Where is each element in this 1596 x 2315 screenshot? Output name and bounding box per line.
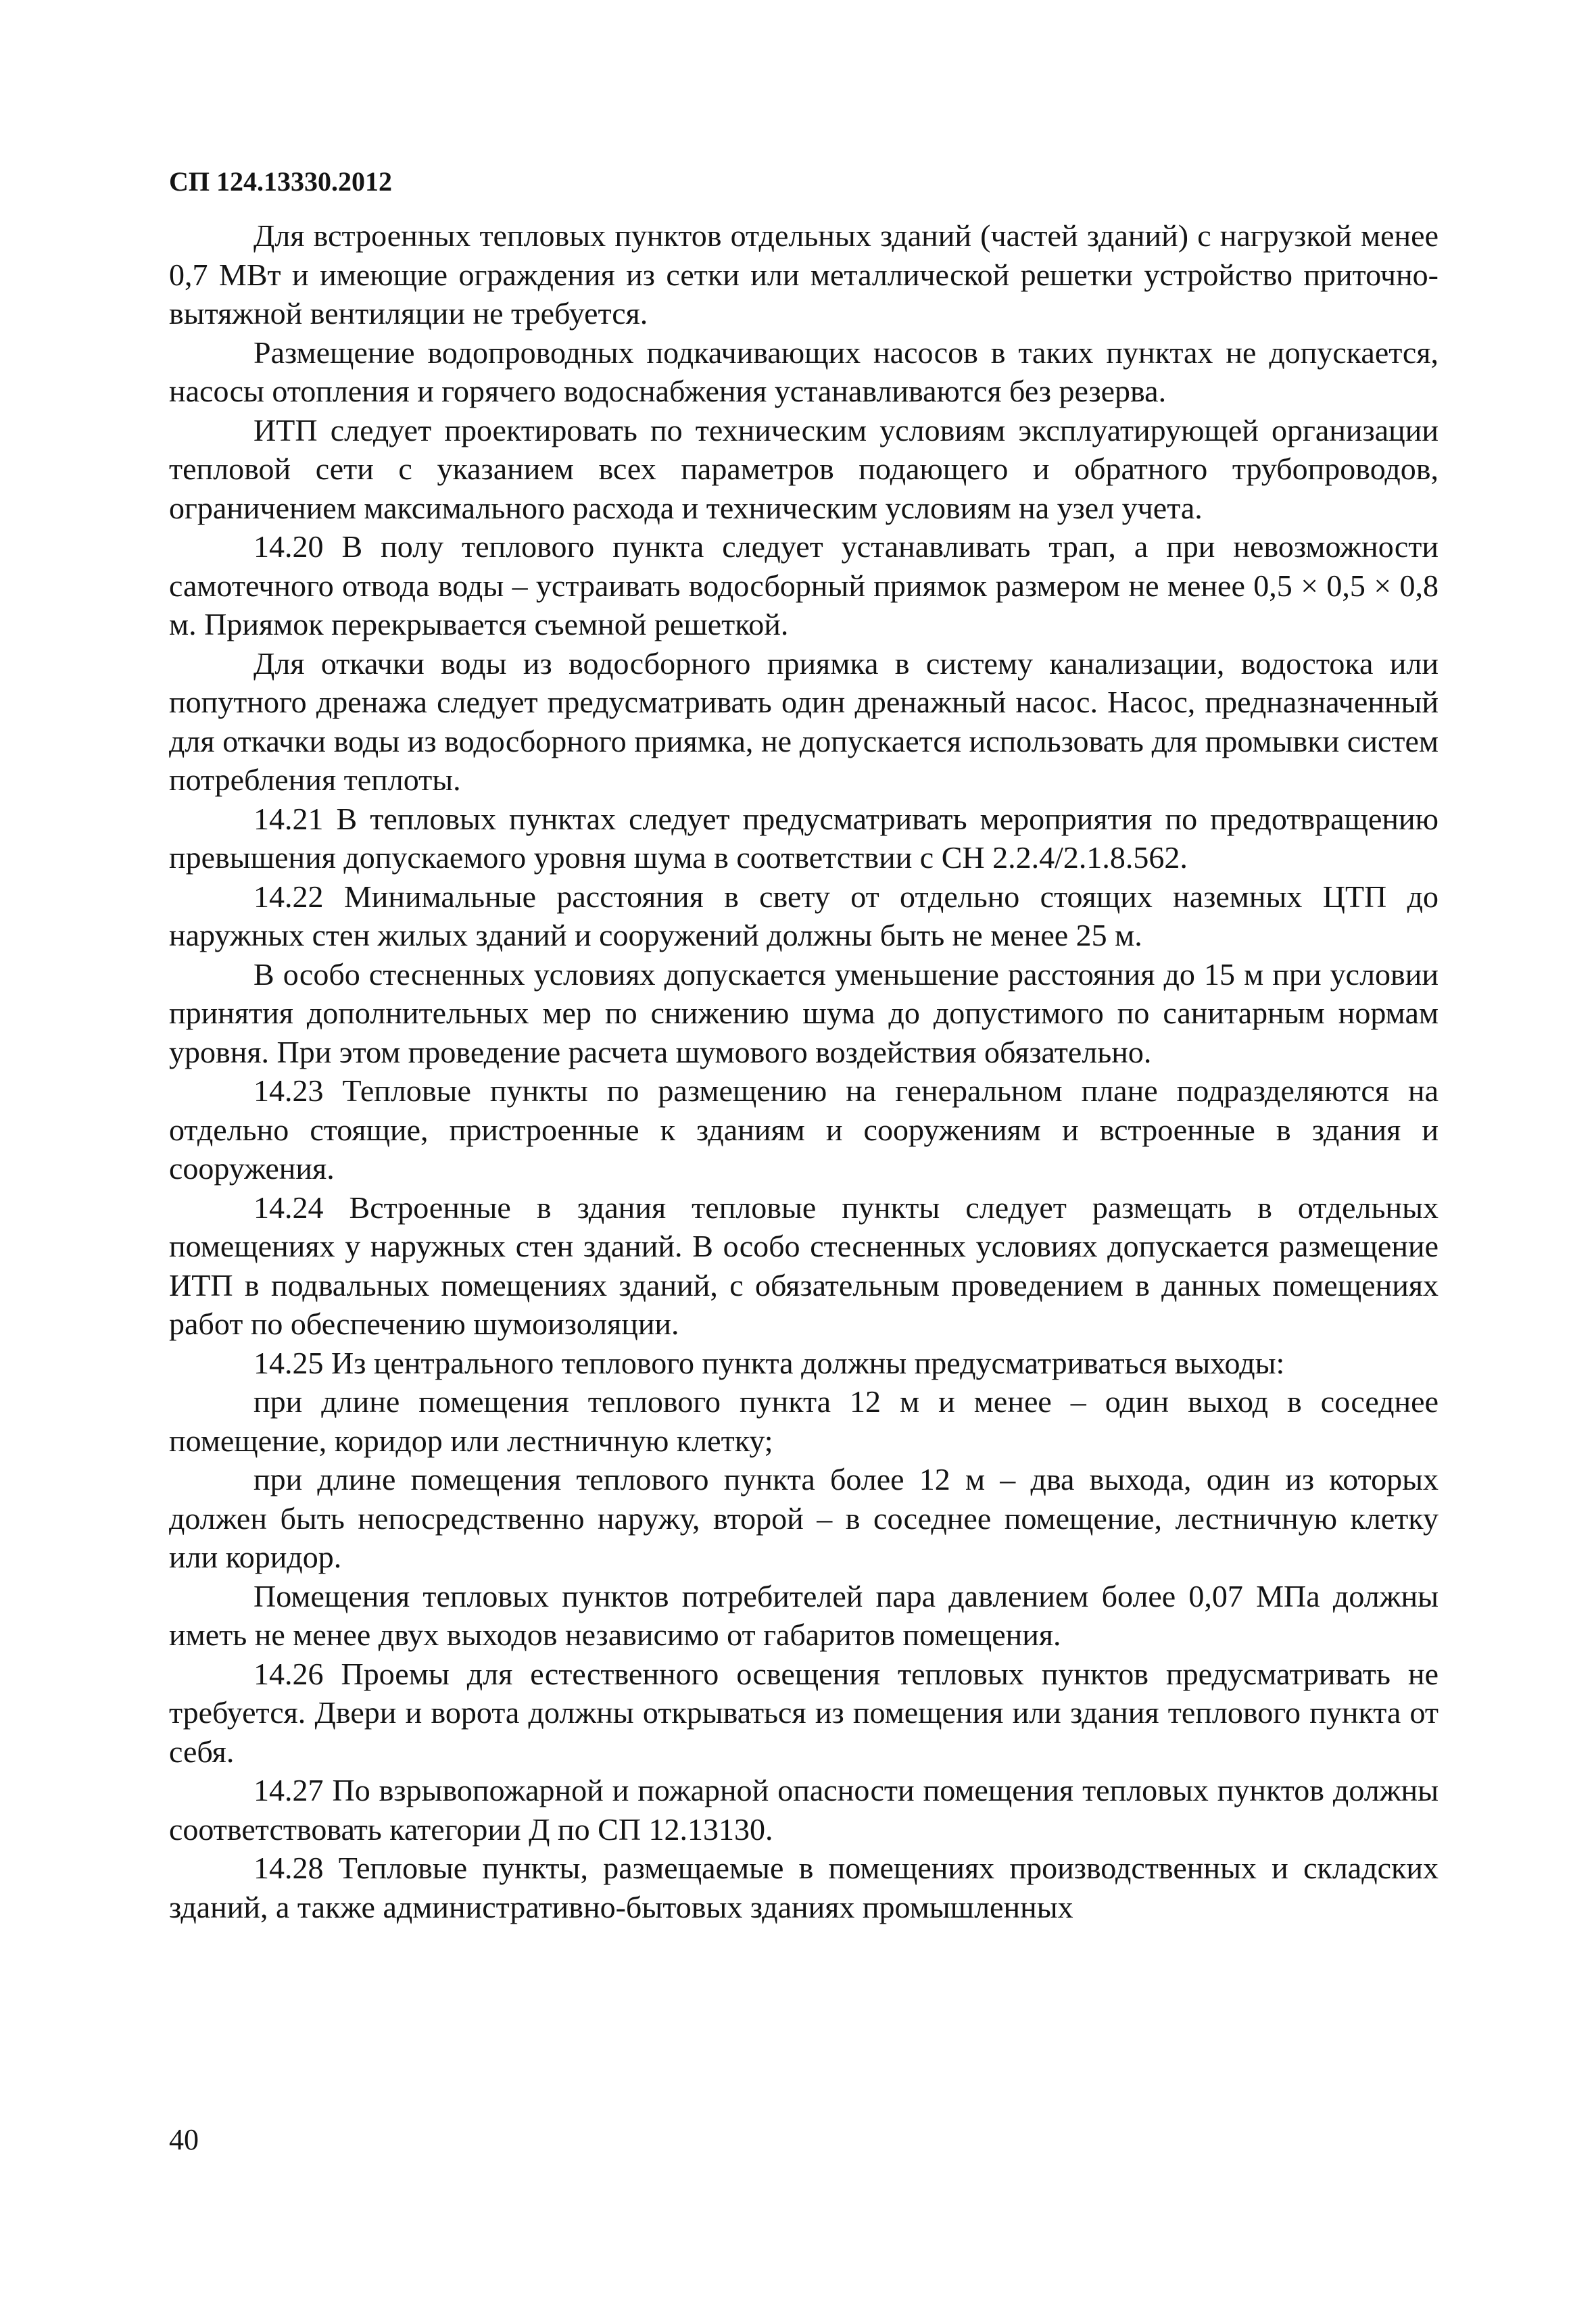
- paragraph-constrained-conditions: В особо стесненных условиях допускается уменьшение расстояния до 15 м при условии принятия дополнительных мер по снижению шума до допустимого по санитарным нормам уровня. При этом проведение расчета шумового воздействия обязательно.: [169, 956, 1438, 1069]
- document-body: [169, 216, 1438, 1926]
- paragraph-itp-design: ИТП следует проектировать по техническим условиям эксплуатирующей организации тепловой сети с указанием всех параметров подающего и обратного трубопроводов, ограничением максимального расхода и техническим условиям на узел учета.: [169, 412, 1438, 525]
- paragraph-exit-short-room: при длине помещения теплового пункта 12 м и менее – один выход в соседнее помещение, коридор или лестничную клетку;: [169, 1384, 1438, 1458]
- paragraph-14-27: 14.27 По взрывопожарной и пожарной опасности помещения тепловых пунктов должны соответствовать категории Д по СП 12.13130.: [169, 1773, 1438, 1847]
- paragraph-14-20: 14.20 В полу теплового пункта следует устанавливать трап, а при невозможности самотечного отвода воды – устраивать водосборный приямок размером не менее 0,5 × 0,5 × 0,8 м. Приямок перекрывается съемной решеткой.: [169, 529, 1438, 641]
- paragraph-ventilation: Для встроенных тепловых пунктов отдельных зданий (частей зданий) с нагрузкой менее 0,7 МВт и имеющие ограждения из сетки или металлической решетки устройство приточно-вытяжной вентиляции не требуется.: [169, 218, 1438, 331]
- paragraph-pumps: Размещение водопроводных подкачивающих насосов в таких пунктах не допускается, насосы отопления и горячего водоснабжения устанавливаются без резерва.: [169, 335, 1438, 408]
- paragraph-14-22: 14.22 Минимальные расстояния в свету от отдельно стоящих наземных ЦТП до наружных стен жилых зданий и сооружений должны быть не менее 25 м.: [169, 879, 1438, 952]
- paragraph-exit-long-room: при длине помещения теплового пункта более 12 м – два выхода, один из которых должен быть непосредственно наружу, второй – в соседнее помещение, лестничную клетку или коридор.: [169, 1462, 1438, 1574]
- paragraph-14-25: 14.25 Из центрального теплового пункта должны предусматриваться выходы:: [253, 1345, 1285, 1380]
- paragraph-steam-consumers: Помещения тепловых пунктов потребителей пара давлением более 0,07 МПа должны иметь не менее двух выходов независимо от габаритов помещения.: [169, 1578, 1438, 1652]
- document-code-header: СП 124.13330.2012: [169, 166, 392, 197]
- paragraph-14-28: 14.28 Тепловые пункты, размещаемые в помещениях производственных и складских зданий, а также административно-бытовых зданиях промышленных: [169, 1851, 1438, 1924]
- paragraph-14-24: 14.24 Встроенные в здания тепловые пункты следует размещать в отдельных помещениях у наружных стен зданий. В особо стесненных условиях допускается размещение ИТП в подвальных помещениях зданий, с обязательным проведением в данных помещениях работ по обеспечению шумоизоляции.: [169, 1190, 1438, 1341]
- paragraph-14-21: 14.21 В тепловых пунктах следует предусматривать мероприятия по предотвращению превышения допускаемого уровня шума в соответствии с СН 2.2.4/2.1.8.562.: [169, 801, 1438, 875]
- paragraph-14-23: 14.23 Тепловые пункты по размещению на генеральном плане подразделяются на отдельно стоящие, пристроенные к зданиям и сооружениям и встроенные в здания и сооружения.: [169, 1073, 1438, 1186]
- paragraph-drainage-pump: Для откачки воды из водосборного приямка в систему канализации, водостока или попутного дренажа следует предусматривать один дренажный насос. Насос, предназначенный для откачки воды из водосборного приямка, не допускается использовать для промывки систем потребления теплоты.: [169, 645, 1438, 797]
- page-number: 40: [169, 2123, 199, 2156]
- paragraph-14-26: 14.26 Проемы для естественного освещения тепловых пунктов предусматривать не требуется. Двери и ворота должны открываться из помещения или здания теплового пункта от себя.: [169, 1656, 1438, 1769]
